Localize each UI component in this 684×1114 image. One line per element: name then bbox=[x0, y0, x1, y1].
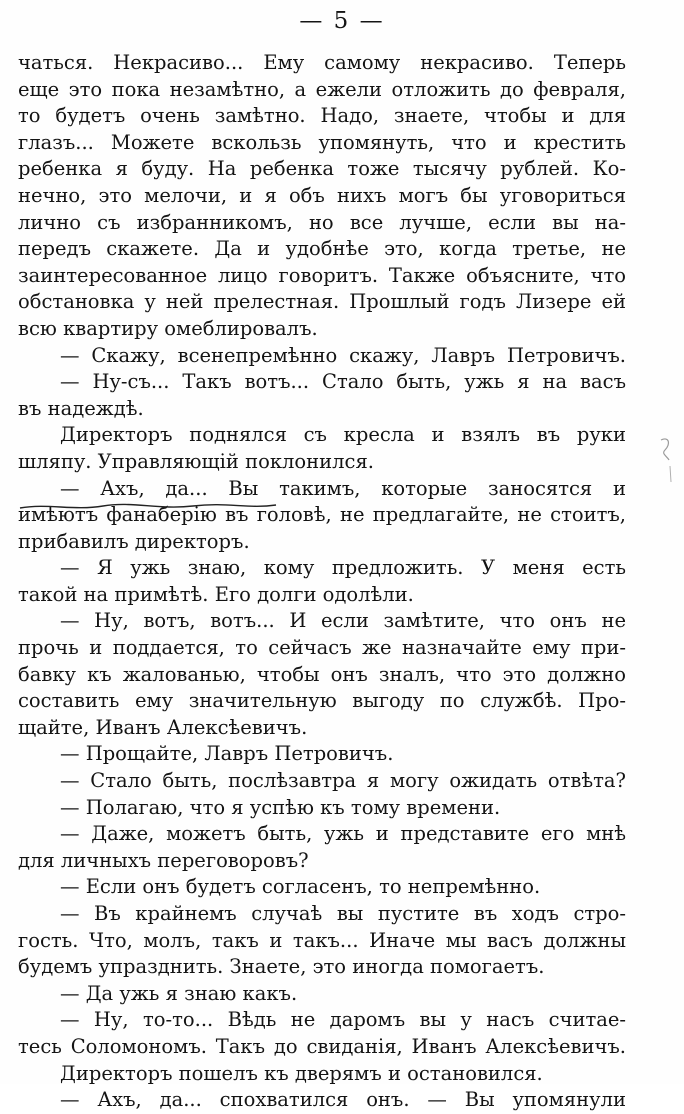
text-line: — Ну-съ... Такъ вотъ... Стало быть, ужь я на васъ bbox=[60, 370, 626, 394]
text-line: глазъ... Можете вскользь упомянуть, что и крестить bbox=[18, 130, 626, 154]
text-line: шляпу. Управляющій поклонился. bbox=[18, 449, 374, 473]
text-line: то будетъ очень замѣтно. Надо, знаете, чтобы и для bbox=[18, 104, 626, 128]
text-line: составить ему значительную выгоду по службѣ. Про- bbox=[18, 689, 626, 713]
text-line: — Скажу, всенепремѣнно скажу, Лавръ Петровичъ. bbox=[60, 343, 626, 367]
text-line: передъ скажете. Да и удобнѣе это, когда третье, не bbox=[18, 237, 626, 261]
text-line: — Если онъ будетъ согласенъ, то непремѣнно. bbox=[60, 875, 541, 899]
text-line: ребенка я буду. На ребенка тоже тысячу рублей. Ко- bbox=[18, 157, 626, 181]
text-line: — Да ужь я знаю какъ. bbox=[60, 981, 298, 1005]
text-line: Директоръ поднялся съ кресла и взялъ въ руки bbox=[60, 423, 626, 447]
text-line: заинтересованное лицо говоритъ. Также объясните, что bbox=[18, 263, 626, 287]
text-line: — Ну, вотъ, вотъ... И если замѣтите, что онъ не bbox=[60, 609, 626, 633]
text-line: имѣютъ фанаберію въ головѣ, не предлагайте, не стоитъ, bbox=[18, 503, 626, 527]
text-line: обстановка у ней прелестная. Прошлый годъ Лизере ей bbox=[18, 290, 626, 314]
text-line: чаться. Некрасиво... Ему самому некрасиво. Теперь bbox=[18, 51, 626, 74]
text-line: нечно, это мелочи, и я объ нихъ могъ бы уговориться bbox=[18, 183, 626, 207]
text-line: въ надеждѣ. bbox=[18, 396, 144, 420]
text-line: — Прощайте, Лавръ Петровичъ. bbox=[60, 742, 394, 766]
text-line: — Ахъ, да... спохватился онъ. — Вы упомянули bbox=[60, 1088, 626, 1112]
text-line: лично съ избранникомъ, но все лучше, если вы на- bbox=[18, 210, 626, 234]
text-line: — Я ужь знаю, кому предложить. У меня есть bbox=[60, 556, 626, 580]
text-line: — Даже, можетъ быть, ужь и представите его мнѣ bbox=[60, 822, 626, 846]
text-line: щайте, Иванъ Алексѣевичъ. bbox=[18, 715, 308, 739]
text-line: такой на примѣтѣ. Его долги одолѣли. bbox=[18, 582, 414, 606]
text-line: — Полагаю, что я успѣю къ тому времени. bbox=[60, 795, 501, 819]
text-line: для личныхъ переговоровъ? bbox=[18, 848, 309, 872]
text-line: прочь и поддается, то сейчасъ же назначайте ему при- bbox=[18, 636, 626, 660]
text-line: — Ахъ, да... Вы такимъ, которые заносятся и bbox=[60, 476, 626, 500]
page-text-body bbox=[18, 50, 626, 1114]
text-line: — Въ крайнемъ случаѣ вы пустите въ ходъ стро- bbox=[60, 902, 626, 925]
text-line: — Стало быть, послѣзавтра я могу ожидать отвѣта? bbox=[60, 769, 626, 793]
text-line: гость. Что, молъ, такъ и такъ... Иначе мы васъ должны bbox=[18, 928, 626, 952]
text-line: всю квартиру омеблировалъ. bbox=[18, 316, 318, 340]
text-line: еще это пока незамѣтно, а ежели отложить до февраля, bbox=[18, 77, 626, 101]
page-number: — 5 — bbox=[299, 8, 385, 34]
text-line: будемъ упразднить. Знаете, это иногда помогаетъ. bbox=[18, 955, 545, 979]
text-line: Директоръ пошелъ къ дверямъ и остановился. bbox=[60, 1061, 543, 1085]
text-line: — Ну, то-то... Вѣдь не даромъ вы у насъ считае- bbox=[60, 1008, 626, 1032]
text-line: бавку къ жалованью, чтобы онъ зналъ, что это должно bbox=[18, 662, 626, 686]
margin-pencil-mark bbox=[655, 430, 677, 490]
text-line: прибавилъ директоръ. bbox=[18, 529, 250, 553]
text-line: тесь Соломономъ. Такъ до свиданія, Иванъ Алексѣевичъ. bbox=[18, 1034, 626, 1058]
